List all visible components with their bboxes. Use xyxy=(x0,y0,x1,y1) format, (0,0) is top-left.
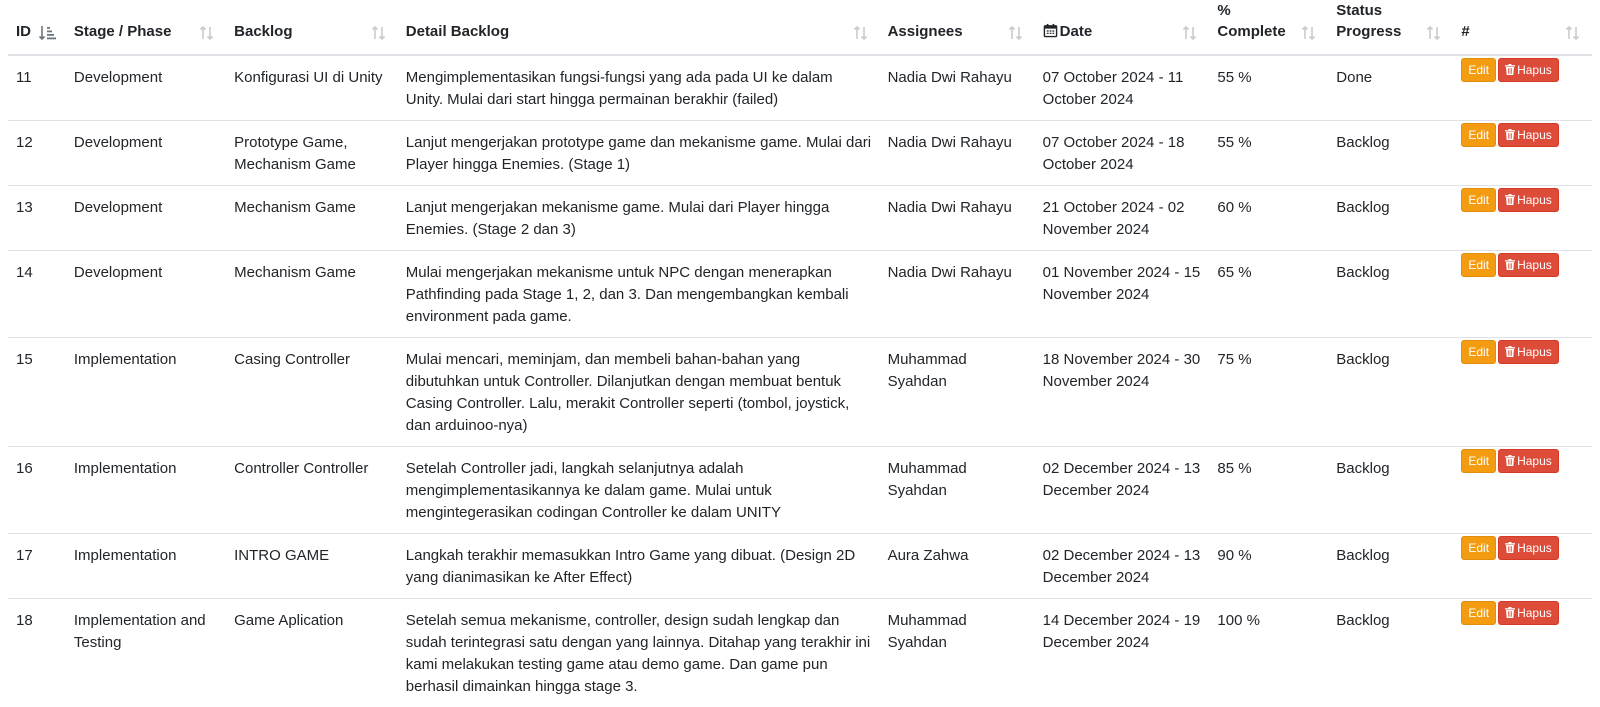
sort-icon[interactable] xyxy=(370,24,388,42)
cell-status: Backlog xyxy=(1328,251,1453,338)
cell-id: 16 xyxy=(8,447,66,534)
delete-button-label: Hapus xyxy=(1517,606,1552,620)
cell-complete: 65 % xyxy=(1209,251,1328,338)
column-header-detail[interactable] xyxy=(398,0,880,55)
trash-icon xyxy=(1505,129,1515,140)
edit-button[interactable]: Edit xyxy=(1461,449,1496,473)
cell-id: 13 xyxy=(8,186,66,251)
sort-icon[interactable] xyxy=(1300,24,1318,42)
cell-status: Backlog xyxy=(1328,599,1453,707)
column-header-label: # xyxy=(1461,21,1469,42)
cell-detail: Lanjut mengerjakan prototype game dan mekanisme game. Mulai dari Player hingga Enemies. (Stage 1) xyxy=(398,121,880,186)
delete-button[interactable] xyxy=(1498,58,1559,82)
sort-icon[interactable] xyxy=(198,24,216,42)
cell-stage: Implementation xyxy=(66,534,226,599)
column-header-label: Detail Backlog xyxy=(406,21,509,42)
cell-assignees: Nadia Dwi Rahayu xyxy=(880,55,1035,121)
cell-backlog: Game Aplication xyxy=(226,599,398,707)
cell-actions xyxy=(1453,55,1592,121)
cell-status: Done xyxy=(1328,55,1453,121)
column-header-label: Stage / Phase xyxy=(74,21,172,42)
cell-stage: Implementation xyxy=(66,447,226,534)
sort-icon[interactable] xyxy=(852,24,870,42)
cell-complete: 85 % xyxy=(1209,447,1328,534)
edit-button[interactable]: Edit xyxy=(1461,601,1496,625)
cell-assignees: Muhammad Syahdan xyxy=(880,599,1035,707)
delete-button[interactable] xyxy=(1498,188,1559,212)
cell-complete: 100 % xyxy=(1209,599,1328,707)
column-header-id[interactable] xyxy=(8,0,66,55)
cell-status: Backlog xyxy=(1328,186,1453,251)
column-header-stage[interactable] xyxy=(66,0,226,55)
column-header-assignees[interactable] xyxy=(880,0,1035,55)
delete-button-label: Hapus xyxy=(1517,193,1552,207)
cell-stage: Development xyxy=(66,186,226,251)
edit-button[interactable]: Edit xyxy=(1461,536,1496,560)
trash-icon xyxy=(1505,455,1515,466)
cell-backlog: Konfigurasi UI di Unity xyxy=(226,55,398,121)
cell-actions xyxy=(1453,251,1592,338)
cell-status: Backlog xyxy=(1328,534,1453,599)
delete-button-label: Hapus xyxy=(1517,128,1552,142)
cell-date: 02 December 2024 - 13 December 2024 xyxy=(1035,534,1210,599)
sort-icon[interactable] xyxy=(1181,24,1199,42)
cell-detail: Mulai mencari, meminjam, dan membeli bahan-bahan yang dibutuhkan untuk Controller. Dilanjutkan dengan membuat bentuk Casing Controller. Lalu, merakit Controller seperti (tombol, joystick, dan arduinoo-nya) xyxy=(398,338,880,447)
cell-backlog: INTRO GAME xyxy=(226,534,398,599)
edit-button[interactable]: Edit xyxy=(1461,253,1496,277)
sort-icon[interactable] xyxy=(1007,24,1025,42)
cell-date: 07 October 2024 - 18 October 2024 xyxy=(1035,121,1210,186)
delete-button[interactable] xyxy=(1498,253,1559,277)
cell-backlog: Mechanism Game xyxy=(226,186,398,251)
delete-button-label: Hapus xyxy=(1517,258,1552,272)
delete-button[interactable] xyxy=(1498,449,1559,473)
edit-button[interactable]: Edit xyxy=(1461,188,1496,212)
column-header-date[interactable] xyxy=(1035,0,1210,55)
column-header-actions[interactable] xyxy=(1453,0,1592,55)
trash-icon xyxy=(1505,346,1515,357)
cell-actions xyxy=(1453,599,1592,707)
cell-detail: Setelah Controller jadi, langkah selanjutnya adalah mengimplementasikannya ke dalam game. Mulai untuk mengintegerasikan codingan Controller ke dalam UNITY xyxy=(398,447,880,534)
cell-date: 02 December 2024 - 13 December 2024 xyxy=(1035,447,1210,534)
cell-id: 17 xyxy=(8,534,66,599)
table-row xyxy=(8,55,1592,121)
cell-actions xyxy=(1453,338,1592,447)
table-row xyxy=(8,534,1592,599)
cell-date: 01 November 2024 - 15 November 2024 xyxy=(1035,251,1210,338)
cell-detail: Langkah terakhir memasukkan Intro Game yang dibuat. (Design 2D yang dianimasikan ke After Effect) xyxy=(398,534,880,599)
column-header-backlog[interactable] xyxy=(226,0,398,55)
edit-button[interactable]: Edit xyxy=(1461,58,1496,82)
trash-icon xyxy=(1505,607,1515,618)
cell-complete: 55 % xyxy=(1209,121,1328,186)
trash-icon xyxy=(1505,259,1515,270)
cell-assignees: Muhammad Syahdan xyxy=(880,338,1035,447)
delete-button-label: Hapus xyxy=(1517,541,1552,555)
table-row xyxy=(8,186,1592,251)
cell-stage: Development xyxy=(66,251,226,338)
sort-icon[interactable] xyxy=(1564,24,1582,42)
delete-button[interactable] xyxy=(1498,601,1559,625)
cell-actions xyxy=(1453,447,1592,534)
cell-complete: 90 % xyxy=(1209,534,1328,599)
cell-complete: 75 % xyxy=(1209,338,1328,447)
sort-amount-down-icon[interactable] xyxy=(38,24,56,42)
cell-assignees: Aura Zahwa xyxy=(880,534,1035,599)
cell-backlog: Controller Controller xyxy=(226,447,398,534)
table-row xyxy=(8,251,1592,338)
cell-actions xyxy=(1453,534,1592,599)
table-row xyxy=(8,599,1592,707)
cell-detail: Setelah semua mekanisme, controller, design sudah lengkap dan sudah terintegrasi satu dengan yang lainnya. Ditahap yang terakhir ini kami melakukan testing game atau demo game. Dan game pun berhasil dimainkan hingga stage 3. xyxy=(398,599,880,707)
table-body xyxy=(8,55,1592,707)
delete-button[interactable] xyxy=(1498,123,1559,147)
trash-icon xyxy=(1505,542,1515,553)
column-header-label: Date xyxy=(1060,21,1093,42)
delete-button[interactable] xyxy=(1498,536,1559,560)
cell-id: 12 xyxy=(8,121,66,186)
delete-button[interactable] xyxy=(1498,340,1559,364)
cell-detail: Mulai mengerjakan mekanisme untuk NPC dengan menerapkan Pathfinding pada Stage 1, 2, dan 3. Dan mengembangkan kembali environment pada game. xyxy=(398,251,880,338)
cell-detail: Lanjut mengerjakan mekanisme game. Mulai dari Player hingga Enemies. (Stage 2 dan 3) xyxy=(398,186,880,251)
backlog-table xyxy=(8,0,1592,707)
sort-icon[interactable] xyxy=(1425,24,1443,42)
cell-status: Backlog xyxy=(1328,338,1453,447)
column-header-complete[interactable] xyxy=(1209,0,1328,55)
delete-button-label: Hapus xyxy=(1517,345,1552,359)
column-header-label: Assignees xyxy=(888,21,963,42)
cell-date: 14 December 2024 - 19 December 2024 xyxy=(1035,599,1210,707)
cell-assignees: Nadia Dwi Rahayu xyxy=(880,251,1035,338)
edit-button[interactable]: Edit xyxy=(1461,123,1496,147)
calendar-icon xyxy=(1043,23,1058,38)
column-header-label: Status Progress xyxy=(1336,0,1413,42)
cell-date: 21 October 2024 - 02 November 2024 xyxy=(1035,186,1210,251)
table-header-row xyxy=(8,0,1592,55)
cell-date: 18 November 2024 - 30 November 2024 xyxy=(1035,338,1210,447)
table-row xyxy=(8,447,1592,534)
edit-button[interactable]: Edit xyxy=(1461,340,1496,364)
cell-stage: Implementation and Testing xyxy=(66,599,226,707)
cell-backlog: Mechanism Game xyxy=(226,251,398,338)
column-header-label: Backlog xyxy=(234,21,292,42)
cell-backlog: Prototype Game, Mechanism Game xyxy=(226,121,398,186)
table-row xyxy=(8,121,1592,186)
cell-stage: Development xyxy=(66,121,226,186)
delete-button-label: Hapus xyxy=(1517,63,1552,77)
cell-date: 07 October 2024 - 11 October 2024 xyxy=(1035,55,1210,121)
column-header-label: ID xyxy=(16,21,31,42)
cell-actions xyxy=(1453,186,1592,251)
cell-complete: 60 % xyxy=(1209,186,1328,251)
cell-status: Backlog xyxy=(1328,121,1453,186)
cell-id: 18 xyxy=(8,599,66,707)
column-header-label: % Complete xyxy=(1217,0,1288,42)
trash-icon xyxy=(1505,64,1515,75)
cell-id: 15 xyxy=(8,338,66,447)
cell-id: 14 xyxy=(8,251,66,338)
table-row xyxy=(8,338,1592,447)
cell-actions xyxy=(1453,121,1592,186)
cell-assignees: Nadia Dwi Rahayu xyxy=(880,121,1035,186)
cell-stage: Development xyxy=(66,55,226,121)
cell-detail: Mengimplementasikan fungsi-fungsi yang ada pada UI ke dalam Unity. Mulai dari start hingga permainan berakhir (failed) xyxy=(398,55,880,121)
cell-assignees: Nadia Dwi Rahayu xyxy=(880,186,1035,251)
cell-id: 11 xyxy=(8,55,66,121)
cell-assignees: Muhammad Syahdan xyxy=(880,447,1035,534)
column-header-status[interactable] xyxy=(1328,0,1453,55)
cell-complete: 55 % xyxy=(1209,55,1328,121)
cell-status: Backlog xyxy=(1328,447,1453,534)
cell-backlog: Casing Controller xyxy=(226,338,398,447)
trash-icon xyxy=(1505,194,1515,205)
delete-button-label: Hapus xyxy=(1517,454,1552,468)
cell-stage: Implementation xyxy=(66,338,226,447)
